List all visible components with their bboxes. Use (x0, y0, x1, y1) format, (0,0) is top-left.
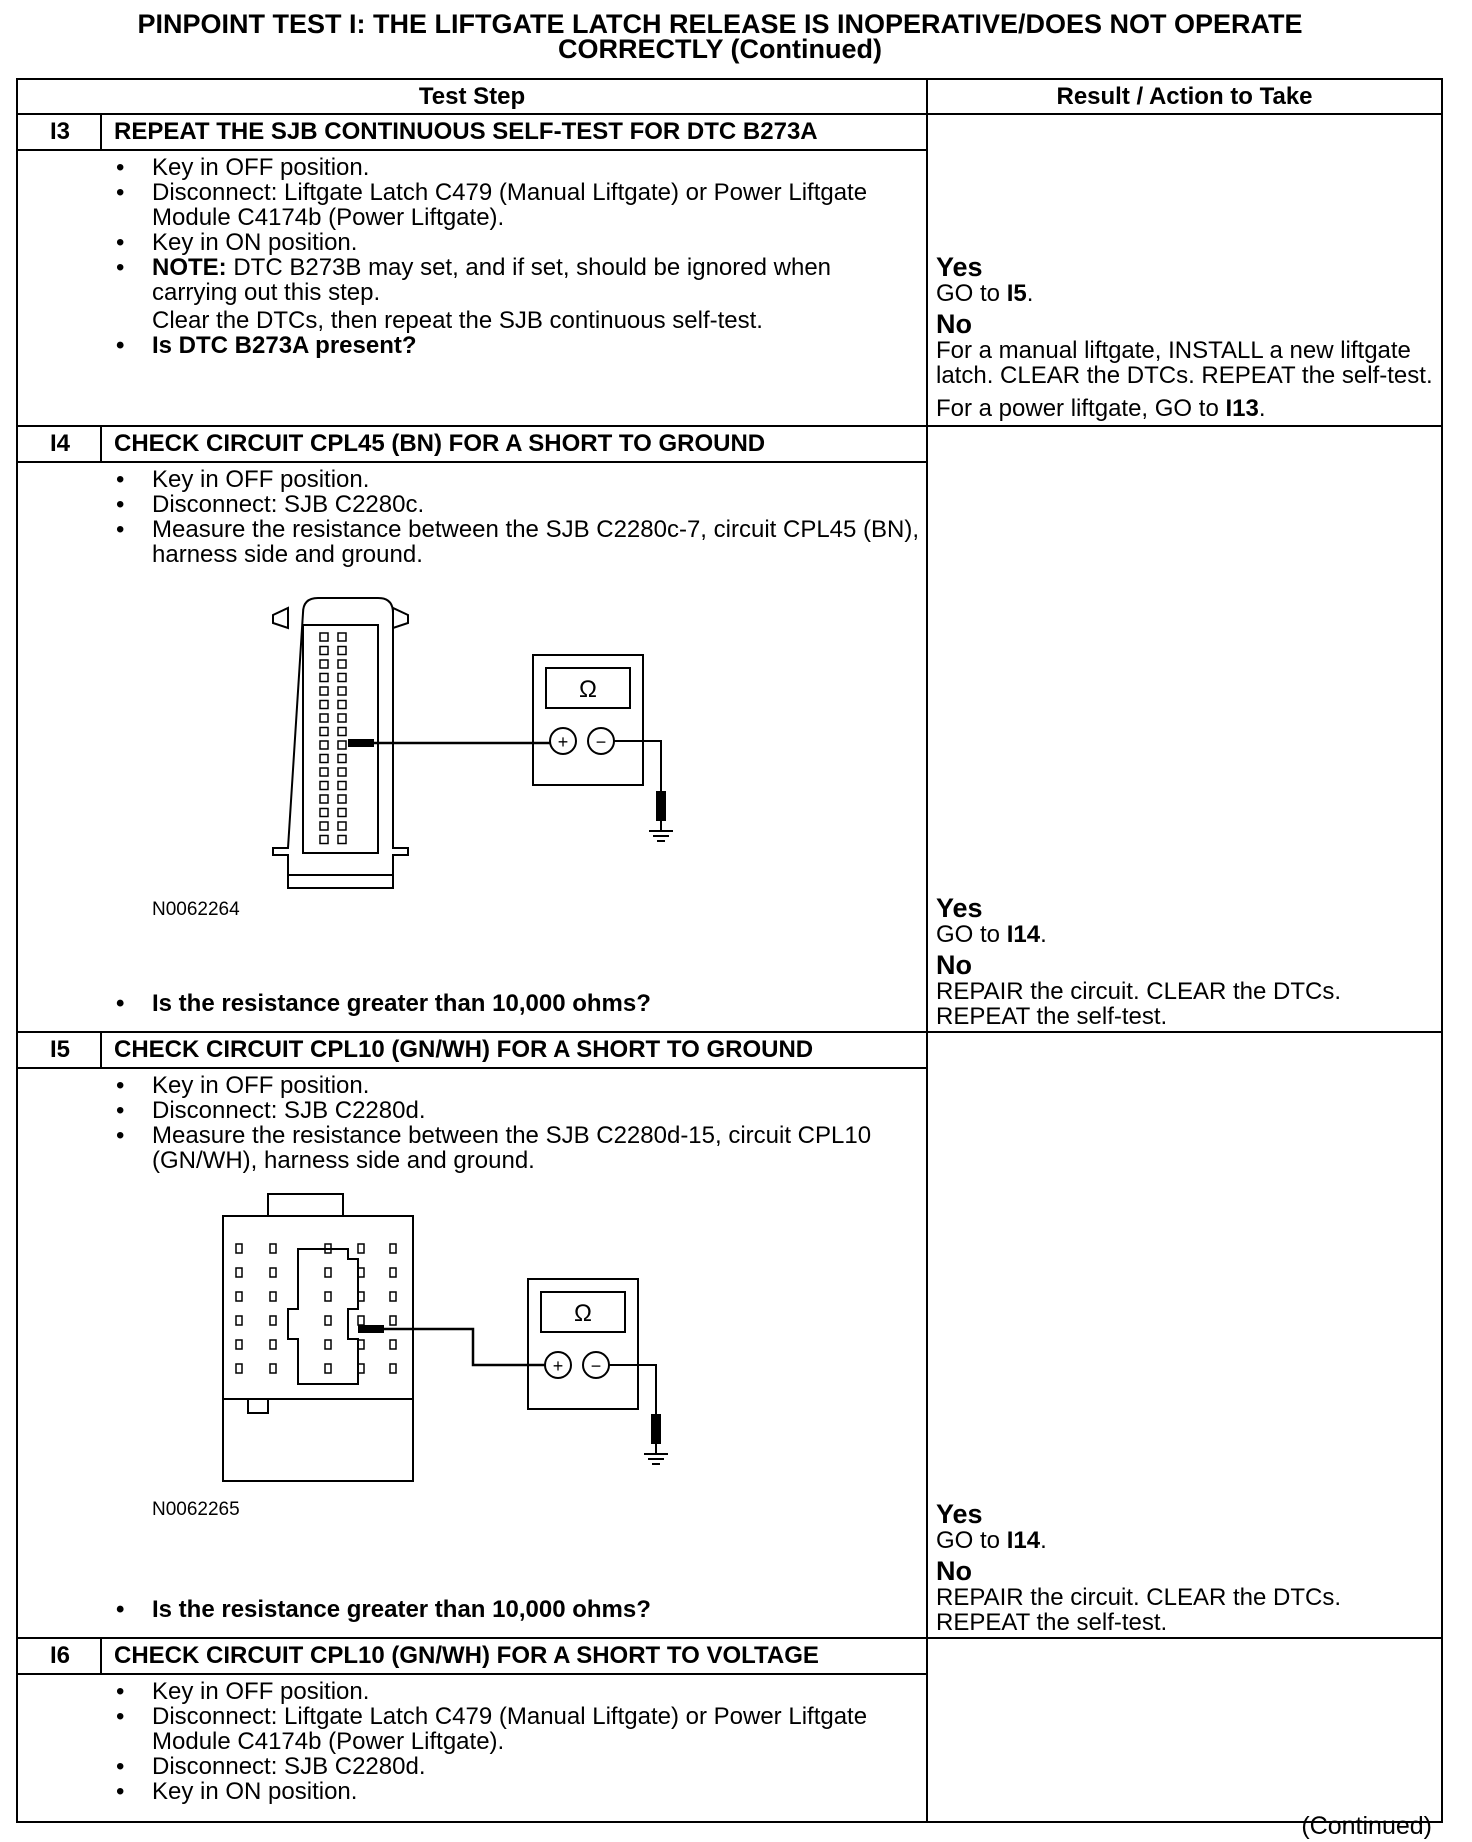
instruction-list (18, 467, 920, 567)
instruction-list (18, 1073, 920, 1173)
plus-icon: + (557, 732, 569, 752)
no-action: REPAIR the circuit. CLEAR the DTCs. REPEAT the self-test. (936, 1584, 1341, 1636)
connector-pin (236, 1364, 242, 1373)
list-item: • Key in OFF position. (152, 155, 920, 180)
yes-label: Yes (936, 893, 983, 923)
header-test-step: Test Step (17, 79, 927, 114)
ohm-icon: Ω (579, 676, 597, 703)
title-line-2: CORRECTLY (Continued) (558, 34, 882, 64)
connector-latch-right (393, 608, 408, 628)
connector-pin (270, 1316, 276, 1325)
step-heading: CHECK CIRCUIT CPL10 (GN/WH) FOR A SHORT TO GROUND (101, 1032, 927, 1068)
connector-pin (390, 1316, 396, 1325)
list-item: • Measure the resistance between the SJB C2280d-15, circuit CPL10 (GN/WH), harness side and ground. (152, 1123, 920, 1173)
list-item: • Disconnect: Liftgate Latch C479 (Manual Liftgate) or Power Liftgate Module C4174b (Power Liftgate). (152, 1704, 920, 1754)
connector-pin (320, 809, 328, 817)
connector-pin (270, 1292, 276, 1301)
step-i5-result (927, 1032, 1442, 1638)
step-i6-heading-row (17, 1638, 1442, 1674)
list-item: • Key in OFF position. (152, 1073, 920, 1098)
no-action-2: For a power liftgate, GO to I13. (936, 395, 1266, 422)
continued-footer: (Continued) (1301, 1812, 1432, 1840)
figure-label-wrap (18, 899, 926, 921)
connector-pin (320, 755, 328, 763)
connector-pin (338, 728, 346, 736)
connector-pin (320, 822, 328, 830)
connector-pin (320, 741, 328, 749)
connector-pins (320, 633, 346, 844)
goto-ref-link[interactable]: I14 (1006, 1527, 1041, 1554)
connector-pin (320, 768, 328, 776)
step-i5-heading-row (17, 1032, 1442, 1068)
probe-tip (358, 1325, 384, 1333)
yes-action: GO to I14. (936, 921, 1047, 948)
list-item: • Measure the resistance between the SJB C2280c-7, circuit CPL45 (BN), harness side and ground. (152, 517, 920, 567)
header-result: Result / Action to Take (927, 79, 1442, 114)
step-i6-result (927, 1638, 1442, 1822)
connector-pin (390, 1244, 396, 1253)
connector-pin (338, 741, 346, 749)
probe-tip (348, 739, 374, 747)
connector-pin (338, 822, 346, 830)
question: • Is the resistance greater than 10,000 ohms? (152, 991, 932, 1016)
step-number: I5 (17, 1032, 101, 1068)
instruction-list (18, 1679, 920, 1804)
plus-icon: + (552, 1356, 564, 1376)
question-list (18, 1597, 932, 1622)
connector-pin (338, 836, 346, 844)
ohmmeter (533, 655, 643, 785)
connector-pin (236, 1340, 242, 1349)
title-line-1: PINPOINT TEST I: THE LIFTGATE LATCH RELEASE IS INOPERATIVE/DOES NOT OPERATE (137, 9, 1303, 39)
list-item: • Key in OFF position. (152, 1679, 920, 1704)
goto-ref-link[interactable]: I13 (1225, 395, 1259, 422)
ground-probe (651, 1414, 661, 1444)
connector-pin (236, 1268, 242, 1277)
step-heading: CHECK CIRCUIT CPL45 (BN) FOR A SHORT TO GROUND (101, 426, 927, 462)
minus-icon: − (595, 732, 607, 752)
connector-pin (338, 701, 346, 709)
step-i3-result (927, 114, 1442, 426)
list-item: • Disconnect: SJB C2280d. (152, 1754, 920, 1779)
list-item: • Key in OFF position. (152, 467, 920, 492)
connector-pin (325, 1292, 331, 1301)
step-i3-heading-row (17, 114, 1442, 150)
step-number: I4 (17, 426, 101, 462)
yes-label: Yes (936, 1499, 983, 1529)
step-i6-body (17, 1674, 927, 1822)
connector-pin (390, 1268, 396, 1277)
list-item-note: • NOTE: DTC B273B may set, and if set, should be ignored when carrying out this step. (152, 255, 920, 305)
step-i4-body (17, 462, 927, 1032)
connector-pin (320, 674, 328, 682)
connector-pin (325, 1316, 331, 1325)
negative-test-lead (614, 741, 661, 791)
connector-pin (270, 1244, 276, 1253)
connector-pin (320, 836, 328, 844)
page-title (0, 9, 1440, 64)
step-number: I3 (17, 114, 101, 150)
list-item: • Key in ON position. (152, 230, 920, 255)
connector-pin (338, 674, 346, 682)
table-header-row (17, 79, 1442, 114)
connector-pin (236, 1316, 242, 1325)
connector-pin (338, 755, 346, 763)
connector-pin (390, 1364, 396, 1373)
connector-pin (338, 660, 346, 668)
connector-pin (338, 647, 346, 655)
no-action: For a manual liftgate, INSTALL a new liftgate latch. CLEAR the DTCs. REPEAT the self-test. (936, 337, 1433, 389)
connector-pin (390, 1340, 396, 1349)
no-label: No (936, 309, 972, 339)
connector-pin (320, 728, 328, 736)
figure-id: N0062265 (152, 1499, 240, 1520)
clear-dtc-text: Clear the DTCs, then repeat the SJB continuous self-test. (152, 307, 763, 334)
connector-pin (236, 1244, 242, 1253)
step-i4-heading-row (17, 426, 1442, 462)
negative-test-lead (609, 1365, 656, 1414)
step-number: I6 (17, 1638, 101, 1674)
instruction-list (18, 155, 920, 358)
connector-pin (320, 782, 328, 790)
no-action: REPAIR the circuit. CLEAR the DTCs. REPEAT the self-test. (936, 978, 1341, 1030)
yes-action: GO to I14. (936, 1527, 1047, 1554)
question: • Is the resistance greater than 10,000 ohms? (152, 1597, 932, 1622)
question: • Is DTC B273A present? (152, 333, 920, 358)
step-heading: REPEAT THE SJB CONTINUOUS SELF-TEST FOR DTC B273A (101, 114, 927, 150)
connector-pin (325, 1364, 331, 1373)
figure-id: N0062264 (152, 899, 240, 920)
connector-pin (338, 687, 346, 695)
connector-pin (320, 795, 328, 803)
connector-pin (338, 809, 346, 817)
connector-pin (325, 1268, 331, 1277)
connector-pin (338, 714, 346, 722)
connector-pin (320, 714, 328, 722)
no-label: No (936, 1556, 972, 1586)
connector-pin (320, 633, 328, 641)
connector-pin (338, 782, 346, 790)
connector-pin (320, 687, 328, 695)
connector-latch-left (273, 608, 288, 628)
connector-key (248, 1399, 268, 1413)
no-label: No (936, 950, 972, 980)
step-heading: CHECK CIRCUIT CPL10 (GN/WH) FOR A SHORT TO VOLTAGE (101, 1638, 927, 1674)
connector-pins (236, 1244, 396, 1373)
connector-pin (338, 633, 346, 641)
connector-pin (320, 647, 328, 655)
figure-label-wrap (18, 1499, 926, 1521)
ohm-icon: Ω (574, 1300, 592, 1327)
connector-lock-tab (268, 1194, 343, 1216)
ohmmeter (528, 1279, 638, 1409)
list-item: • Disconnect: SJB C2280c. (152, 492, 920, 517)
list-item: • Disconnect: Liftgate Latch C479 (Manual Liftgate) or Power Liftgate Module C4174b (Power Liftgate). (152, 180, 920, 230)
question-list (18, 991, 932, 1016)
connector-outline (223, 1216, 413, 1481)
connector-pin (390, 1292, 396, 1301)
yes-label: Yes (936, 252, 983, 282)
connector-pin (325, 1340, 331, 1349)
connector-pin (358, 1244, 364, 1253)
list-item: • Key in ON position. (152, 1779, 920, 1804)
goto-ref-link[interactable]: I14 (1006, 921, 1041, 948)
step-i5-body (17, 1068, 927, 1638)
positive-test-lead (358, 1329, 545, 1365)
connector-pin (358, 1316, 364, 1325)
step-i4-result (927, 426, 1442, 1032)
yes-action: GO to I5. (936, 280, 1034, 307)
pinpoint-test-table (16, 78, 1443, 1823)
connector-pin (270, 1340, 276, 1349)
connector-pin (236, 1292, 242, 1301)
connector-pin (270, 1268, 276, 1277)
step-i3-body (17, 150, 927, 426)
connector-pin (338, 795, 346, 803)
goto-ref-link[interactable]: I5 (1006, 280, 1027, 307)
connector-center-rib (288, 1249, 358, 1384)
connector-pin (270, 1364, 276, 1373)
connector-pin (320, 701, 328, 709)
ground-probe (656, 791, 666, 821)
connector-pin (338, 768, 346, 776)
list-item: • Disconnect: SJB C2280d. (152, 1098, 920, 1123)
connector-pin (320, 660, 328, 668)
minus-icon: − (590, 1356, 602, 1376)
